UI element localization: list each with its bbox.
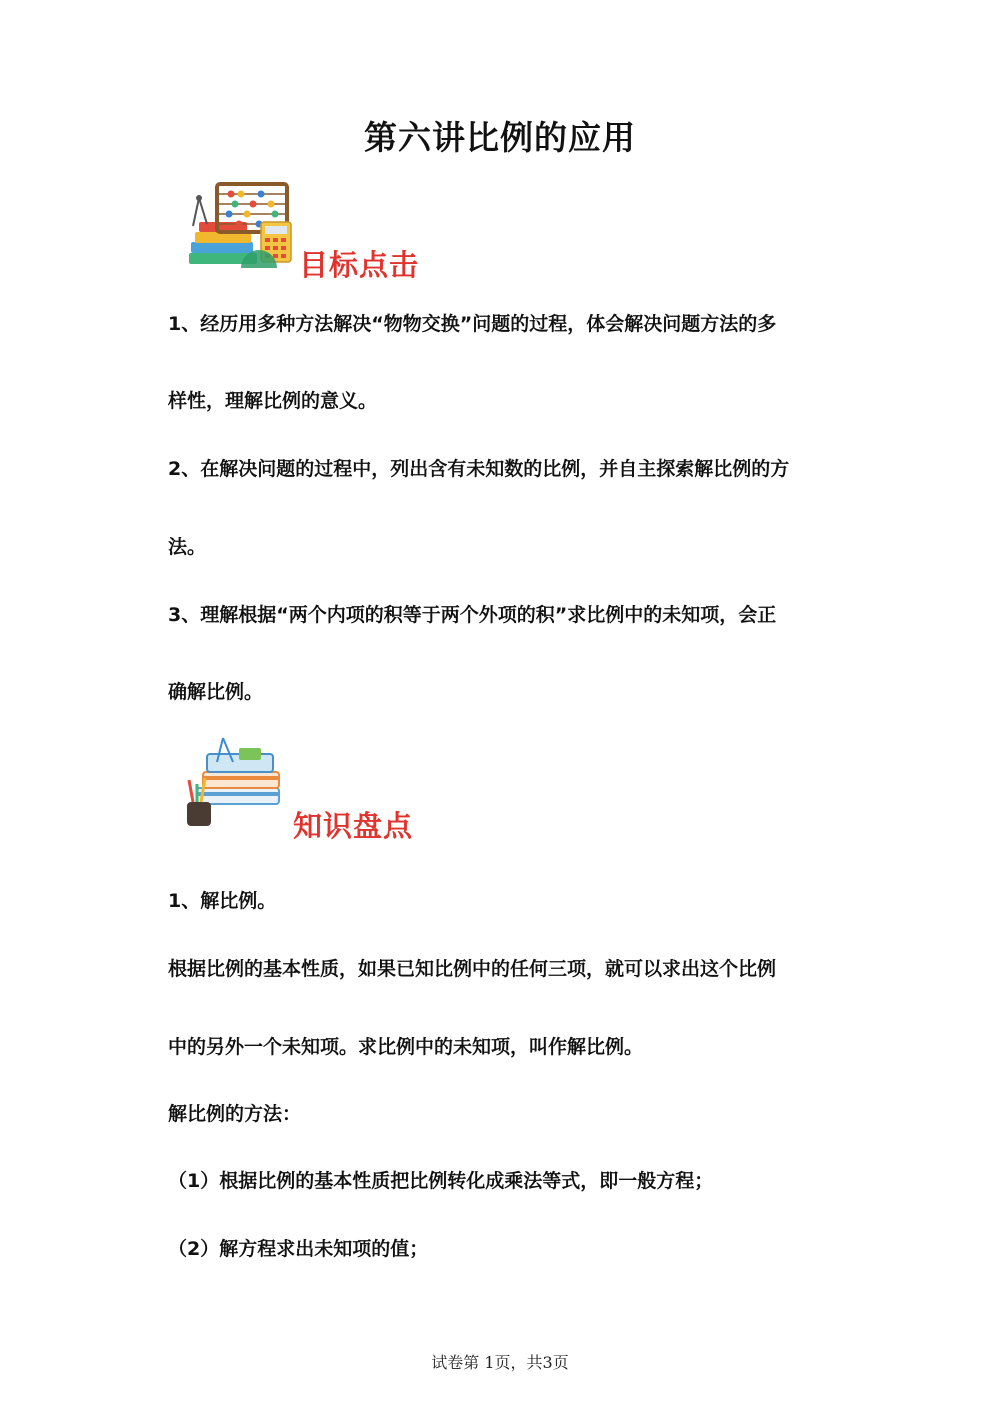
books-pencil-cup-icon <box>183 732 293 832</box>
section-banner-knowledge <box>183 732 443 843</box>
goal-line-1: 1、经历用多种方法解决“物物交换”问题的过程，体会解决问题方法的多 <box>168 313 777 335</box>
goal-line-5: 3、理解根据“两个内项的积等于两个外项的积”求比例中的未知项，会正 <box>168 604 777 626</box>
goal-line-3: 2、在解决问题的过程中，列出含有未知数的比例，并自主探索解比例的方 <box>168 458 790 480</box>
page-footer: 试卷第 1页，共3页 <box>431 1353 569 1372</box>
section-label-knowledge: 知识盘点 <box>293 809 414 843</box>
knowledge-line-1: 1、解比例。 <box>168 890 277 912</box>
knowledge-line-4: 解比例的方法： <box>168 1103 302 1125</box>
goal-line-6: 确解比例。 <box>168 681 264 703</box>
section-banner-goals <box>183 180 443 280</box>
knowledge-line-2: 根据比例的基本性质，如果已知比例中的任何三项，就可以求出这个比例 <box>168 958 777 980</box>
knowledge-line-6: （2）解方程求出未知项的值； <box>168 1238 429 1260</box>
goal-line-4: 法。 <box>168 536 207 558</box>
page-title: 第六讲比例的应用 <box>364 118 636 157</box>
knowledge-line-5: （1）根据比例的基本性质把比例转化成乘法等式，即一般方程； <box>168 1170 714 1192</box>
section-label-goals: 目标点击 <box>299 248 420 282</box>
knowledge-line-3: 中的另外一个未知项。求比例中的未知项，叫作解比例。 <box>168 1036 644 1058</box>
abacus-books-calculator-icon <box>183 180 303 275</box>
goal-line-2: 样性，理解比例的意义。 <box>168 390 378 412</box>
